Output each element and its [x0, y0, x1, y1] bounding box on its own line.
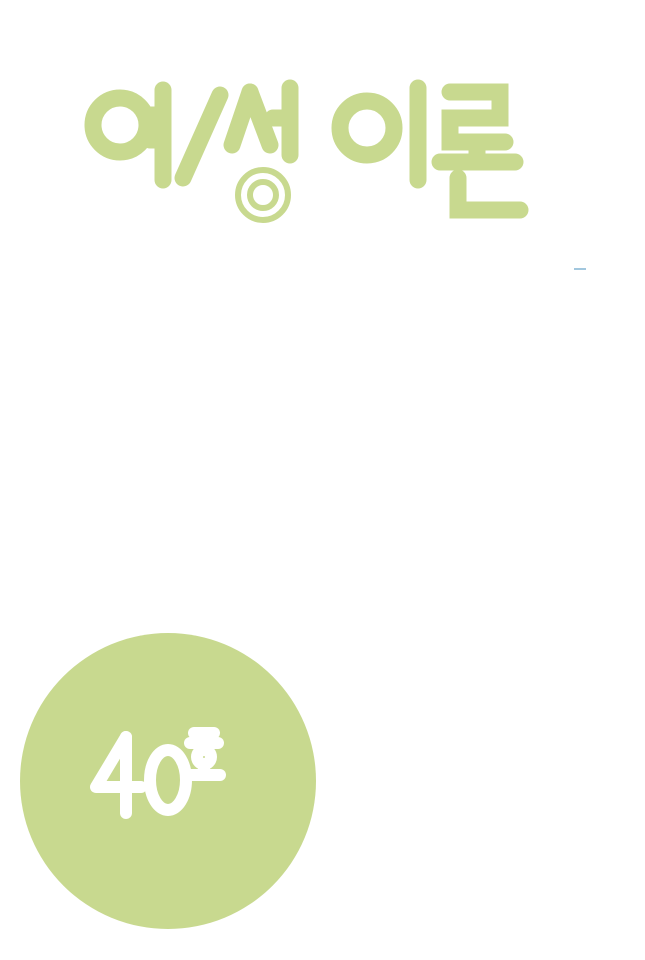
- table-of-contents: [270, 258, 586, 281]
- star-pattern-top: [48, 42, 278, 62]
- feature-tag-row: [270, 258, 586, 277]
- feature-tag: [574, 268, 586, 270]
- issue-number: [86, 725, 226, 829]
- title-logo: [80, 70, 580, 230]
